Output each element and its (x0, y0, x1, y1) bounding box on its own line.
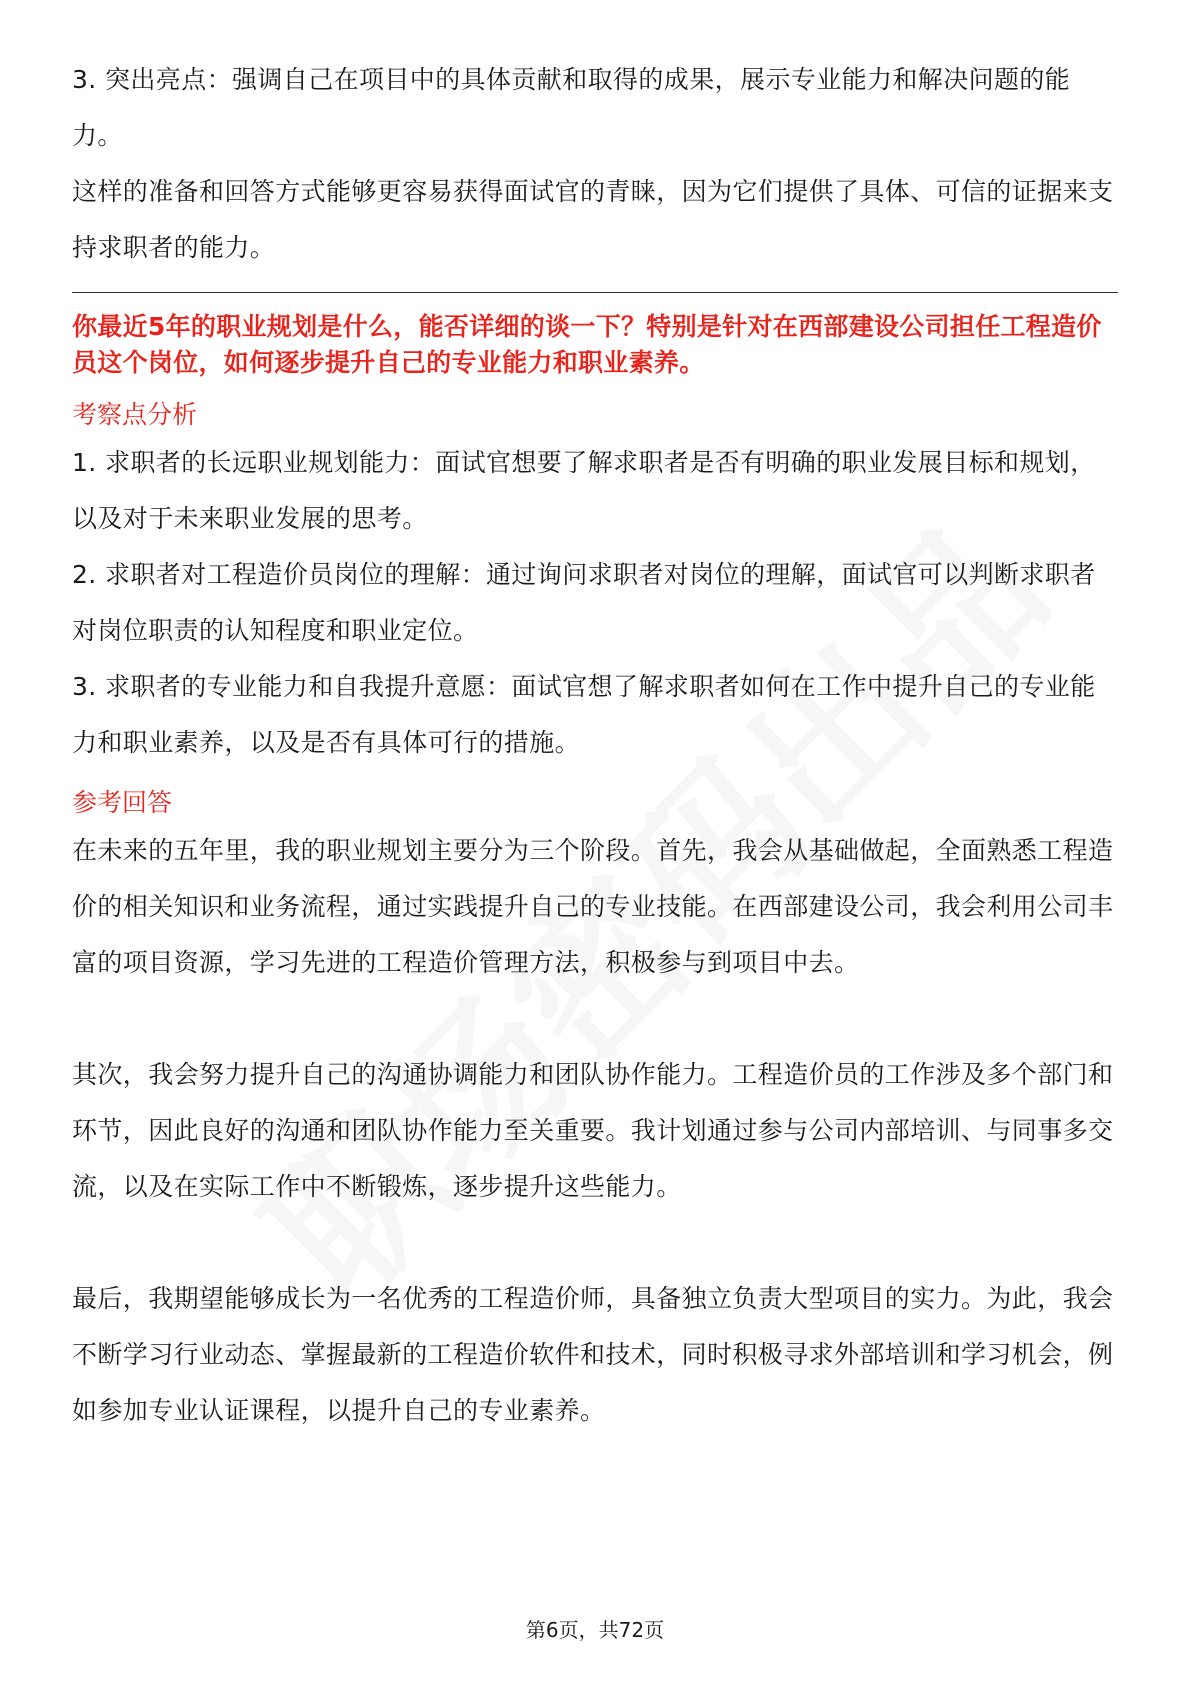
answer-paragraph-2: 其次，我会努力提升自己的沟通协调能力和团队协作能力。工程造价员的工作涉及多个部门和环节，因此良好的沟通和团队协作能力至关重要。我计划通过参与公司内部培训、与同事多交流，以及在实际工作中不断锻炼，逐步提升这些能力。 (72, 1060, 1114, 1201)
answer-paragraph-3: 最后，我期望能够成长为一名优秀的工程造价师，具备独立负责大型项目的实力。为此，我会不断学习行业动态、掌握最新的工程造价软件和技术，同时积极寻求外部培训和学习机会，例如参加专业认证课程，以提升自己的专业素养。 (72, 1284, 1114, 1425)
analysis-point-1: 1. 求职者的长远职业规划能力：面试官想要了解求职者是否有明确的职业发展目标和规划，以及对于未来职业发展的思考。 (72, 448, 1096, 533)
intro-summary: 这样的准备和回答方式能够更容易获得面试官的青睐，因为它们提供了具体、可信的证据来支持求职者的能力。 (72, 177, 1114, 262)
answer-title: 参考回答 (72, 788, 173, 817)
analysis-point-2: 2. 求职者对工程造价员岗位的理解：通过询问求职者对岗位的理解，面试官可以判断求职者对岗位职责的认知程度和职业定位。 (72, 560, 1096, 645)
analysis-point-3: 3. 求职者的专业能力和自我提升意愿：面试官想了解求职者如何在工作中提升自己的专业能力和职业素养，以及是否有具体可行的措施。 (72, 672, 1096, 757)
page-footer: 第6页，共72页 (525, 1618, 665, 1642)
analysis-title: 考察点分析 (72, 400, 198, 429)
interview-question: 你最近5年的职业规划是什么，能否详细的谈一下？特别是针对在西部建设公司担任工程造价员这个岗位，如何逐步提升自己的专业能力和职业素养。 (72, 312, 1102, 377)
document-page (72, 52, 1118, 1439)
intro-point-3: 3. 突出亮点：强调自己在项目中的具体贡献和取得的成果，展示专业能力和解决问题的能力。 (72, 65, 1071, 150)
answer-paragraph-1: 在未来的五年里，我的职业规划主要分为三个阶段。首先，我会从基础做起，全面熟悉工程造价的相关知识和业务流程，通过实践提升自己的专业技能。在西部建设公司，我会利用公司丰富的项目资源，学习先进的工程造价管理方法，积极参与到项目中去。 (72, 836, 1114, 977)
